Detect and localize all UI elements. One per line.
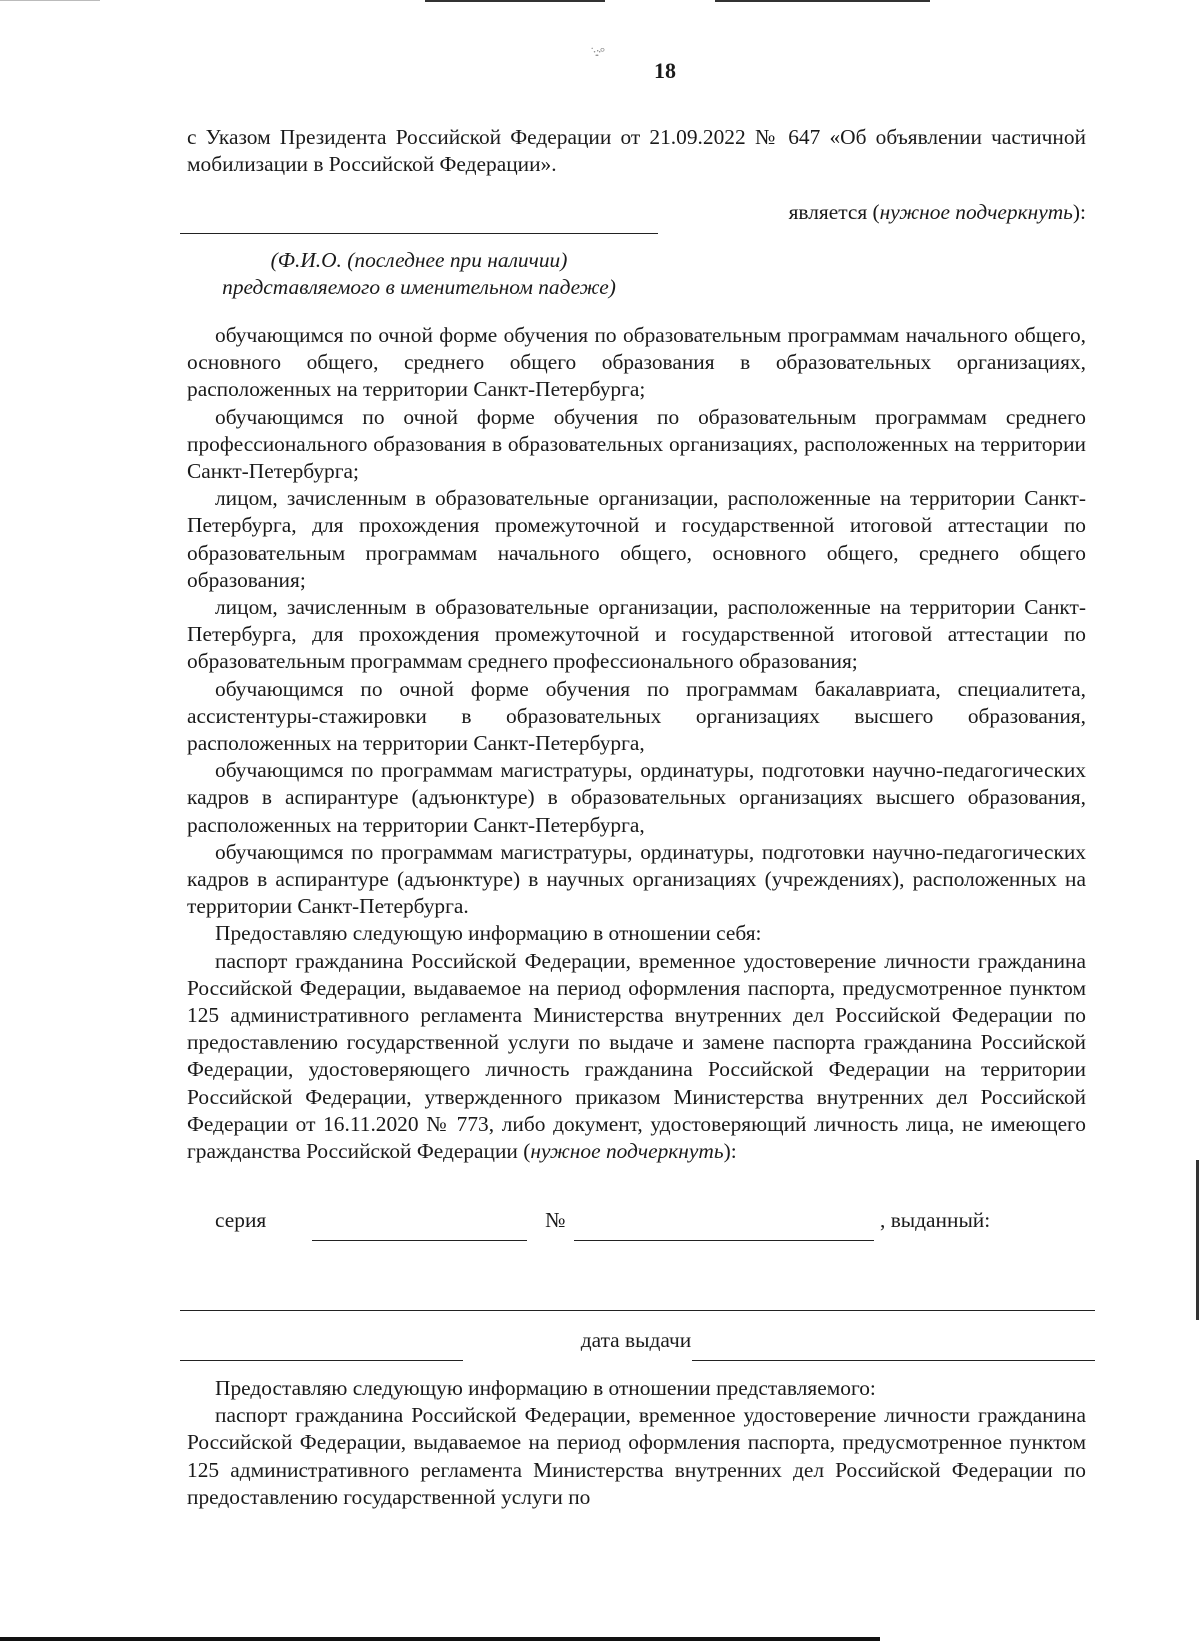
is-statement-text: является (нужное подчеркнуть): [788,200,1086,224]
page-number: 18 [654,58,676,83]
scan-artifact-right-edge [1196,1160,1199,1320]
option-item: обучающимся по очной форме обучения по образовательным программам среднего профессионального образования в образовательных организациях, расположенных на территории Санкт-Петербурга; [187,404,1086,484]
self-info-heading: Предоставляю следующую информацию в отношении себя: [215,921,762,946]
fio-input-line[interactable] [180,233,658,234]
option-item: обучающимся по программам магистратуры, ординатуры, подготовки научно-педагогических кадров в аспирантуре (адъюнктуре) в образовательных организациях высшего образования, расположенных на территории Санкт-Петербурга, [187,758,1086,837]
series-input-line[interactable] [312,1240,527,1241]
issued-label: , выданный: [880,1208,991,1232]
fio-caption [180,247,658,301]
self-passport-text: паспорт гражданина Российской Федерации, временное удостоверение личности гражданина Российской Федерации, выдаваемое на период оформления паспорта, предусмотренное пунктом 125 административного регламента Министерства внутренних дел Российской Федерации по предоставлению государственной услуги по выдаче и замене паспорта гражданина Российской Федерации, удостоверяющего личность гражданина Российской Федерации на территории Российской Федерации, утвержденного приказом Министерства внутренних дел Российской Федерации от 16.11.2020 № 773, либо документ, удостоверяющий личность лица, не имеющего гражданства Российской Федерации (нужное подчеркнуть): [187,948,1086,1164]
option-item: обучающимся по очной форме обучения по программам бакалавриата, специалитета, ассистентуры-стажировки в образовательных организациях высшего образования, расположенных на территории Санкт-Петербурга, [187,676,1086,756]
series-label: серия [215,1208,267,1232]
scan-artifact-top-left [0,0,100,1]
intro-paragraph [187,124,1086,178]
option-item: лицом, зачисленным в образовательные организации, расположенные на территории Санкт-Петербурга, для прохождения промежуточной и государственной итоговой аттестации по образовательным программам среднего профессионального образования; [187,595,1086,674]
option-item: лицом, зачисленным в образовательные организации, расположенные на территории Санкт-Петербурга, для прохождения промежуточной и государственной итоговой аттестации по образовательным программам начального общего, основного общего, среднего общего образования; [187,486,1086,592]
date-right-input-line[interactable] [692,1360,1095,1361]
issued-by-input-line[interactable] [180,1310,1095,1311]
scan-artifact-top-right [715,0,930,2]
representative-passport-text: паспорт гражданина Российской Федерации, временное удостоверение личности гражданина Российской Федерации, выдаваемое на период оформления паспорта, предусмотренное пунктом 125 административного регламента Министерства внутренних дел Российской Федерации по предоставлению государственной услуги по [187,1403,1086,1509]
number-label: № [545,1208,566,1232]
scan-smudge: ˙·.:·° [590,44,604,59]
scan-artifact-top-center [425,0,605,2]
scan-artifact-bottom [0,1637,880,1641]
representative-info-heading: Предоставляю следующую информацию в отношении представляемого: [215,1376,876,1400]
number-input-line[interactable] [574,1240,874,1241]
representative-section [187,1375,1086,1511]
fio-caption-line1: (Ф.И.О. (последнее при наличии) [270,248,568,272]
date-left-input-line[interactable] [180,1360,463,1361]
options-list [187,322,1086,1165]
option-item: обучающимся по очной форме обучения по образовательным программам начального общего, основного общего, среднего общего образования в образовательных организациях, расположенных на территории Санкт-Петербурга; [187,323,1086,402]
option-item: обучающимся по программам магистратуры, ординатуры, подготовки научно-педагогических кадров в аспирантуре (адъюнктуре) в научных организациях (учреждениях), расположенных на территории Санкт-Петербурга. [187,839,1086,919]
issue-date-label: дата выдачи [580,1328,692,1352]
intro-text: с Указом Президента Российской Федерации от 21.09.2022 № 647 «Об объявлении частичной мобилизации в Российской Федерации». [187,125,1086,177]
fio-caption-line2: представляемого в именительном падеже) [222,275,616,299]
